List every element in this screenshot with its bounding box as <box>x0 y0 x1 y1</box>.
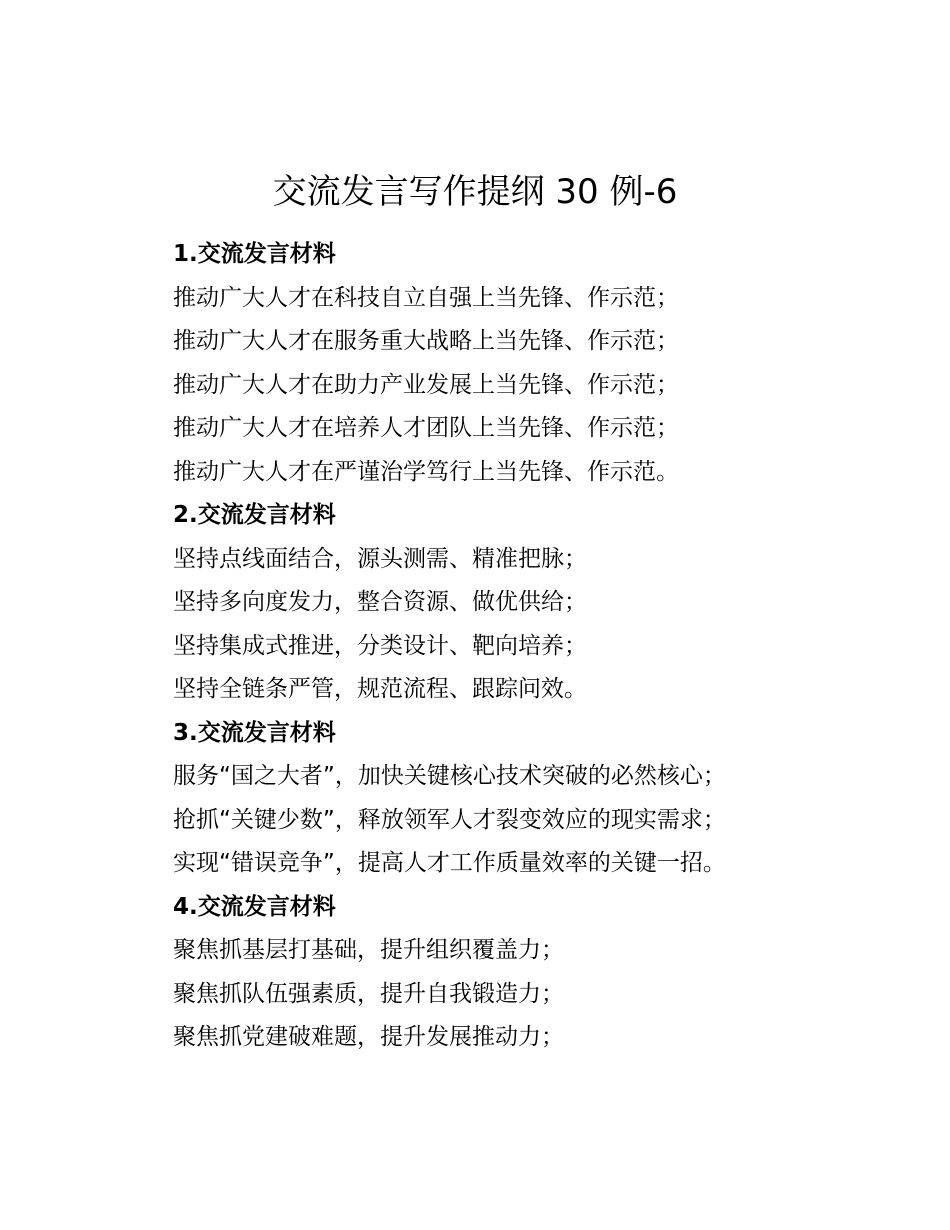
document-body <box>173 233 873 1060</box>
body-line: 坚持多向度发力，整合资源、做优供给； <box>173 589 587 615</box>
body-line: 坚持点线面结合，源头测需、精准把脉； <box>173 545 587 572</box>
body-line: 坚持集成式推进，分类设计、靶向培养； <box>173 632 587 659</box>
section-heading: 4.交流发言材料 <box>173 893 336 920</box>
body-line: 抢抓“关键少数”，释放领军人才裂变效应的现实需求； <box>173 806 726 833</box>
document-title: 交流发言写作提纲 30 例-6 <box>272 172 678 212</box>
body-line: 服务“国之大者”，加快关键核心技术突破的必然核心； <box>173 763 726 789</box>
body-line: 推动广大人才在服务重大战略上当先锋、作示范； <box>173 328 679 354</box>
body-line: 坚持全链条严管，规范流程、跟踪问效。 <box>173 676 587 702</box>
section-heading: 3.交流发言材料 <box>173 719 336 746</box>
section-heading: 1.交流发言材料 <box>173 241 336 267</box>
body-line: 实现“错误竞争”，提高人才工作质量效率的关键一招。 <box>173 850 726 876</box>
body-line: 推动广大人才在培养人才团队上当先锋、作示范； <box>173 415 679 441</box>
body-line: 推动广大人才在助力产业发展上当先锋、作示范； <box>173 371 679 398</box>
body-line: 推动广大人才在科技自立自强上当先锋、作示范； <box>173 284 679 311</box>
body-line: 聚焦抓基层打基础，提升组织覆盖力； <box>173 937 564 963</box>
section-heading: 2.交流发言材料 <box>173 502 336 528</box>
body-line: 推动广大人才在严谨治学笃行上当先锋、作示范。 <box>173 458 679 485</box>
body-line: 聚焦抓队伍强素质，提升自我锻造力； <box>173 980 564 1007</box>
body-line: 聚焦抓党建破难题，提升发展推动力； <box>173 1024 564 1050</box>
